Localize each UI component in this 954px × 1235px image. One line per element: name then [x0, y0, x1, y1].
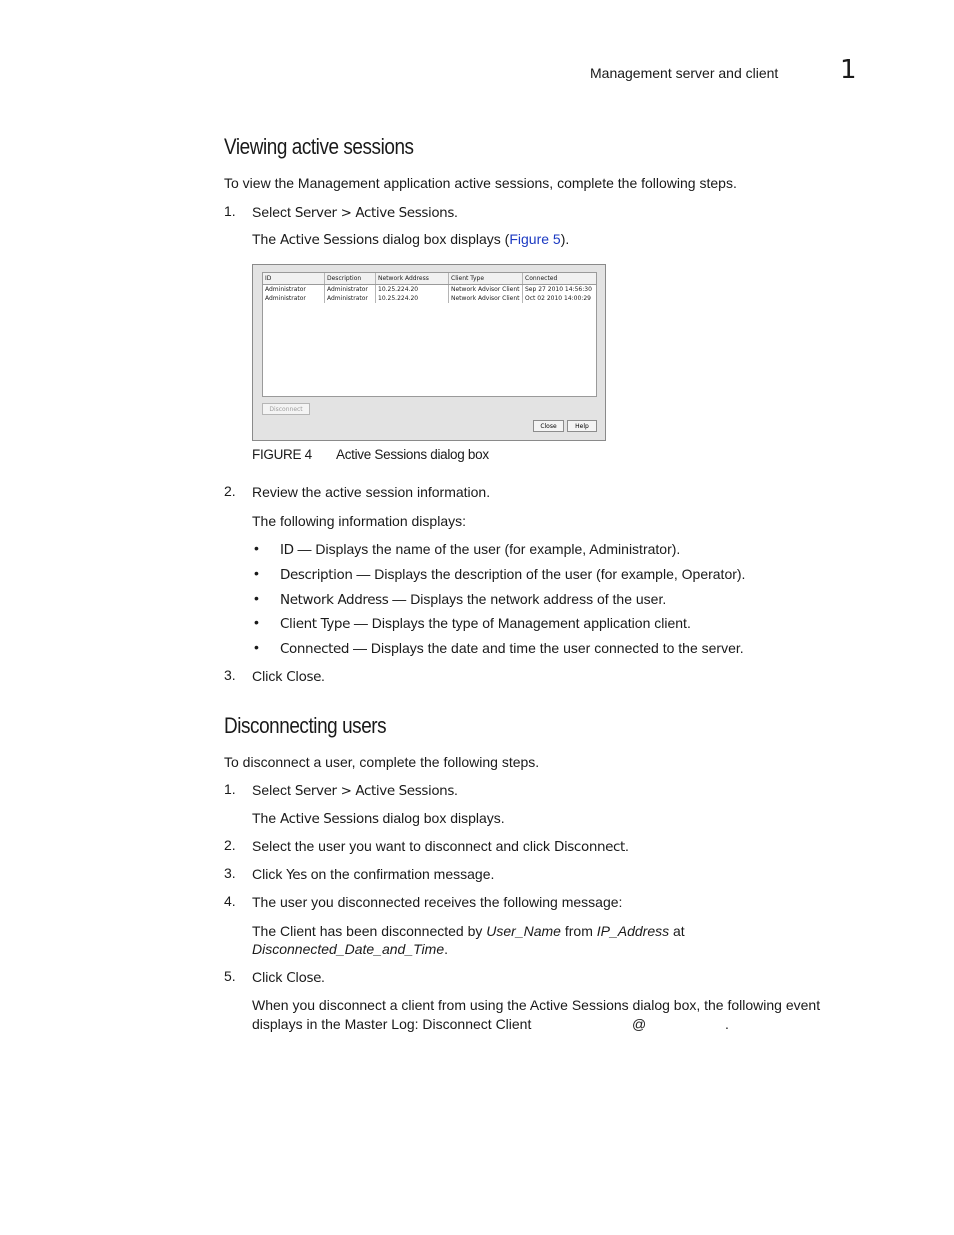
step-number: 2.	[224, 483, 236, 499]
bullet-dot: •	[254, 590, 259, 606]
section1-step2: Review the active session information.	[252, 484, 491, 500]
section-heading-disconnecting-users: Disconnecting users	[224, 713, 387, 738]
bullet-dot: •	[254, 614, 259, 630]
section1-step1: Select Server > Active Sessions.	[252, 204, 458, 221]
cell-client-type: Network Advisor Client	[449, 285, 523, 294]
chapter-number: 1	[840, 55, 857, 85]
section2-intro: To disconnect a user, complete the following steps.	[224, 754, 540, 770]
figure-link[interactable]: Figure 5	[509, 231, 561, 247]
closing-note-at: @	[632, 1016, 647, 1032]
sessions-table	[262, 272, 597, 397]
disconnect-message-line2: Disconnected_Date_and_Time.	[252, 941, 448, 957]
step-number: 3.	[224, 667, 236, 683]
section1-step2-note: The following information displays:	[252, 513, 466, 529]
help-button[interactable]: Help	[567, 420, 597, 432]
step-number: 2.	[224, 837, 236, 853]
table-row[interactable]	[263, 294, 596, 303]
bullet-dot: •	[254, 565, 259, 581]
disconnect-message-line1: The Client has been disconnected by User_Name from IP_Address at	[252, 923, 685, 939]
section1-step3: Click Close.	[252, 668, 325, 685]
figure-label: FIGURE 4	[252, 447, 312, 462]
cell-id: Administrator	[263, 285, 325, 294]
step-number: 4.	[224, 893, 236, 909]
closing-note-line2: displays in the Master Log: Disconnect Client	[252, 1016, 532, 1032]
figure-caption: Active Sessions dialog box	[336, 447, 489, 462]
section1-intro: To view the Management application active sessions, complete the following steps.	[224, 175, 737, 191]
cell-network-address: 10.25.224.20	[376, 285, 449, 294]
section2-step1: Select Server > Active Sessions.	[252, 782, 458, 799]
section2-step4: The user you disconnected receives the following message:	[252, 894, 623, 910]
bullet-dot: •	[254, 540, 259, 556]
section2-step2: Select the user you want to disconnect and click Disconnect.	[252, 838, 629, 855]
bullet-item: Network Address — Displays the network address of the user.	[280, 591, 667, 608]
cell-id: Administrator	[263, 294, 325, 303]
bullet-item: ID — Displays the name of the user (for example, Administrator).	[280, 541, 681, 558]
bullet-dot: •	[254, 639, 259, 655]
cell-client-type: Network Advisor Client	[449, 294, 523, 303]
closing-note-line1: When you disconnect a client from using the Active Sessions dialog box, the following event	[252, 997, 821, 1013]
disconnect-button[interactable]: Disconnect	[262, 403, 310, 415]
running-header-title: Management server and client	[590, 65, 779, 81]
table-header	[263, 273, 596, 285]
section1-step1-note: The Active Sessions dialog box displays (Figure 5).	[252, 231, 570, 248]
bullet-item: Connected — Displays the date and time the user connected to the server.	[280, 640, 744, 657]
column-header-description[interactable]: Description	[325, 273, 376, 284]
bullet-item: Client Type — Displays the type of Management application client.	[280, 615, 691, 632]
column-header-client-type[interactable]: Client Type	[449, 273, 523, 284]
section2-step3: Click Yes on the confirmation message.	[252, 866, 495, 883]
step-number: 1.	[224, 781, 236, 797]
step-number: 1.	[224, 203, 236, 219]
step-number: 3.	[224, 865, 236, 881]
cell-connected: Sep 27 2010 14:56:30	[525, 286, 592, 293]
cell-connected: Oct 02 2010 14:00:29	[525, 295, 591, 302]
cell-description: Administrator	[325, 294, 376, 303]
section2-step5: Click Close.	[252, 969, 325, 986]
cell-description: Administrator	[325, 285, 376, 294]
active-sessions-dialog	[252, 264, 606, 441]
closing-note-period: .	[725, 1016, 729, 1032]
column-header-network-address[interactable]: Network Address	[376, 273, 449, 284]
section-heading-viewing-active-sessions: Viewing active sessions	[224, 134, 414, 159]
table-row[interactable]	[263, 285, 596, 294]
close-button[interactable]: Close	[533, 420, 564, 432]
bullet-item: Description — Displays the description of the user (for example, Operator).	[280, 566, 746, 583]
section2-step1-note: The Active Sessions dialog box displays.	[252, 810, 505, 827]
column-header-id[interactable]: ID	[263, 273, 325, 284]
menu-path: Server > Active Sessions	[294, 205, 454, 221]
cell-network-address: 10.25.224.20	[376, 294, 449, 303]
column-header-connected[interactable]: Connected	[525, 275, 558, 282]
step-number: 5.	[224, 968, 236, 984]
